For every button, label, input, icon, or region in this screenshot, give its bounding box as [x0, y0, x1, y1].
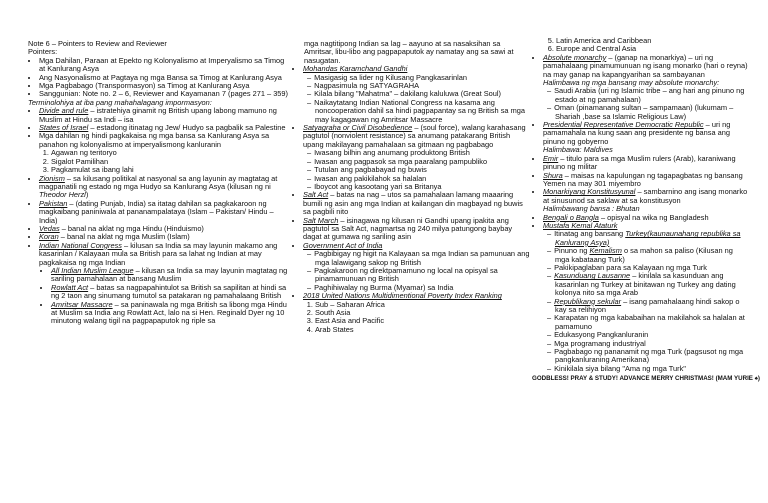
mpi-region: 4. Arab States — [315, 326, 530, 334]
col2-list — [292, 65, 530, 334]
section-item — [303, 217, 530, 242]
section-item — [543, 188, 748, 213]
term-rowlatt-act: Rowlatt Act — [51, 282, 89, 292]
term-salt-act: Salt Act — [303, 190, 329, 200]
term-indian-national-congress: Indian National Congress — [39, 240, 122, 250]
fact-text-after: o sa mahon sa paliso (Kilusan ng mga kabataang Turk) — [555, 246, 733, 264]
section-item — [303, 124, 530, 191]
goi-heading: Government Act of India — [303, 240, 383, 250]
term-definition: – sa kilusang politikal at nasyonal sa ang layunin ay magtatag at magpanatili ng estado ng mga Hudyo sa Kanlurang Asya (kilusan ng ni — [39, 173, 278, 191]
examples-label: Halimbawa ng mga bansang may absolute monarchy: — [543, 78, 720, 88]
congress-sublist — [39, 267, 290, 326]
satyagraha-action: – Tutulan ang pagbabayad ng buwis — [315, 166, 530, 174]
mpi-region: 1. Sub – Saharan Africa — [315, 301, 530, 309]
term-definition: – titulo para sa mga Muslim rulers (Arab), karaniwang pinuno ng militar — [543, 153, 736, 172]
reason-item: 2. Sigalot Pamilihan — [51, 158, 290, 166]
mpi-region: 5. Latin America and Caribbean — [556, 37, 748, 45]
term-definition: – uri ng pamamahala na kung saan ang presidente ng bansa ang pinuno ng gobyerno — [543, 120, 731, 146]
term-definition: Mga dahilan ng hindi pagkakaisa ng mga bansa sa Kanlurang Asya sa panahon ng kolonyalismo at imperyalismong kanluranin — [39, 131, 270, 149]
term-shura: Shura — [543, 170, 563, 180]
mpi-region: 6. Europe and Central Asia — [556, 45, 748, 53]
term-divide-and-rule: Divide and rule — [39, 106, 89, 116]
section-item — [543, 54, 748, 121]
sub-term-item — [51, 267, 290, 284]
section-item — [543, 121, 748, 155]
term-definition: – batas na nag – utos sa pamahalaan lamang maaaring bumili ng asin ang mga Indian at kailangan din magbayad ng buwis sa pagbili nito — [303, 190, 523, 217]
ataturk-fact — [555, 230, 748, 247]
fact-text-after: – isang pamahalaang hindi sakop o kay sa relihiyon — [555, 296, 740, 314]
term-definition: – istratehiya ginamit ng British upang labong mamuno ng Muslim at Hindu sa Indi – isa — [39, 106, 277, 124]
abs-examples-sublist — [543, 87, 748, 121]
ataturk-fact — [555, 298, 748, 315]
gandhi-heading: Mohandas Karamchand Gandhi — [303, 64, 408, 74]
pointer-item: • Mga Dahilan, Paraan at Epekto ng Kolonyalismo at Imperyalismo sa Timog at Kanlurang Asya — [39, 57, 290, 74]
satyagraha-action: – Iwasan ang pagpasok sa mga paaralang pampubliko — [315, 158, 530, 166]
ataturk-heading: Mustafa Kemal Ataturk — [543, 220, 618, 230]
term-definition: – (ganap na monarkiya) – uri ng pamahalaang pinamumunuan ng isang monarko (hari o reyna) na may ganap na kapangyarihan sa sambayanan — [543, 52, 748, 79]
mpi-ranking-list-continued — [532, 37, 748, 54]
example-item: – Saudi Arabia (uri ng Islamic tribe – ang hari ang pinuno ng estado at ng pamahalaan) — [555, 87, 748, 104]
term-definition: – (soul force), walang karahasang pagtutol (nonviolent resistance) sa anumang patakarang British upang makilayang pamahalaan sa gitmaan ng pagbabago — [303, 123, 526, 149]
goi-fact: – Pagkakaroon ng direktpamamuno ng local na opisyal sa pinamamunuan ng British — [315, 267, 530, 284]
term-vedas: Vedas — [39, 223, 60, 233]
reason-item: 3. Pagkamulat sa ibang lahi — [51, 166, 290, 174]
fact-term: Republikang sekular — [554, 296, 622, 306]
term-pakistan: Pakistan — [39, 198, 68, 208]
term-definition: – estadong itinatag ng Jew/ Hudyo sa pagbalik sa Palestine — [88, 123, 286, 133]
term-definition: – banal na aklat ng mga Muslim (Islam) — [58, 232, 190, 242]
term-definition: – sambarnino ang isang monarko at sinusunod sa saklaw at sa konstitusyon — [543, 187, 748, 205]
continued-text: mga nagtitipong Indian sa lag – aayuno at sa nasaksihan sa Amritsar, libu-libo ang pagpapaputok ay namatay ang sa sawi at nasugatan. — [304, 39, 514, 65]
section-item — [303, 65, 530, 124]
term-all-indian-muslim-league: All Indian Muslim League — [51, 265, 134, 275]
term-amritsar-massacre: Amritsar Massacre — [51, 299, 113, 309]
term-item — [39, 132, 290, 174]
term-satyagraha: Satyagraha or Civil Disobedience — [303, 123, 413, 133]
mpi-heading: 2018 United Nations Multidimentional Poverty Index Ranking — [303, 291, 502, 301]
column-3 — [532, 36, 760, 384]
sub-term-item — [51, 301, 290, 326]
ataturk-fact: – Pagbabago ng pananamit ng mga Turk (pagsusot ng mga pangkanluraning Amerikana) — [555, 348, 748, 365]
term-definition: – (dating Punjab, India) sa itatag dahilan sa pagkakaroon ng magkaibang paniniwala at pananampalataya (Islam – Pakistan/ Hindu – India) — [39, 198, 274, 225]
ataturk-fact — [555, 272, 748, 297]
gandhi-sublist — [303, 74, 530, 124]
goi-fact: – Pagbibigay ng higit na Kalayaan sa mga Indian sa pamunuan ang mga lalawigang sakop ng British — [315, 250, 530, 267]
fact-text-after: – kinilala sa kasunduan ang kasarinlan ng Turkey at binitawan ng Turkey ang dating kolonya nito sa mga Arab — [555, 271, 736, 298]
footer-message: GODBLESS! PRAY & STUDY! ADVANCE MERRY CHRISTMAS! (MAM YURIE ♠) — [532, 375, 760, 383]
gandhi-fact: – Naikaytatang Indian National Congress na kasama ang noncooperation dahil sa hindi pagpapantay sa ng British sa mga may kagagawan ng Amritsar Massacre — [315, 99, 530, 124]
satyagraha-action: – Iwasang bilhin ang anumang produktong British — [315, 149, 530, 157]
term-item — [39, 242, 290, 326]
terms-heading: Terminolohiya at iba pang mahahalagang impormasyon: — [28, 97, 212, 107]
pointers-list — [28, 57, 290, 99]
mpi-ranking-list — [303, 301, 530, 335]
gandhi-fact: – Nagpasimula ng SATYAGRAHA — [315, 82, 530, 90]
person-name: Theodor Herzl — [39, 190, 86, 200]
fact-text: Itinatag ang bansang — [554, 229, 626, 239]
term-koran: Koran — [39, 232, 59, 242]
term-definition: – kilusan sa India sa may layunin magtatag ng sariling pamahalaan at bansang Muslim — [51, 265, 288, 284]
pointer-item: • Ang Nasyonalismo at Pagtaya ng mga Bansa sa Timog at Kanlurang Asya — [39, 74, 290, 82]
example-line: Halimbawa: Maldives — [543, 145, 613, 155]
section-item — [303, 191, 530, 216]
terms-list — [28, 107, 290, 326]
section-item — [303, 292, 530, 334]
term-monarkiyang-konstitusyunal: Monarkiyang Konstitusyunal — [543, 187, 636, 197]
section-item — [303, 242, 530, 292]
term-zionism: Zionism — [39, 173, 65, 183]
ataturk-fact: – Pakikipaglaban para sa Kalayaan ng mga Turk — [555, 264, 748, 272]
reason-item: 1. Agawan ng teritoryo — [51, 149, 290, 157]
term-item — [39, 200, 290, 225]
pointer-item: • Mga Pagbabago (Transpormasyon) sa Timog at Kanlurang Asya — [39, 82, 290, 90]
ataturk-sublist — [543, 230, 748, 373]
term-absolute-monarchy: Absolute monarchy — [543, 52, 607, 62]
column-2 — [292, 40, 530, 334]
ataturk-fact: – Edukasyong Pangkanluranin — [555, 331, 748, 339]
satyagraha-sublist — [303, 149, 530, 191]
ataturk-fact: – Kinikilala siya bilang "Ama ng mga Turk" — [555, 365, 748, 373]
term-definition: – maisas na kapulungan ng tagapagbatas ng bansang Yemen na may 301 miyembro — [543, 170, 743, 188]
satyagraha-action: – Iboycot ang kasootang yari sa Britanya — [315, 183, 530, 191]
term-bengali: Bengali o Bangla — [543, 212, 599, 222]
goi-sublist — [303, 250, 530, 292]
gandhi-fact: – Masigasig sa lider ng Kilusang Pangkasarinlan — [315, 74, 530, 82]
note-header: Note 6 – Pointers to Review and Reviewer — [28, 39, 167, 48]
term-definition-end: ) — [85, 190, 89, 200]
ataturk-fact: – Karapatan ng mga kababaihan na makilahok sa halalan at pamamuno — [555, 314, 748, 331]
term-item — [39, 175, 290, 200]
pointers-label: Pointers: — [28, 47, 58, 57]
sub-term-item — [51, 284, 290, 301]
ataturk-fact — [555, 247, 748, 264]
example-item: – Oman (pinamanang sultan – sampamaan) (lukumam – Shariah ,base sa Islamic Religious Law) — [555, 104, 748, 121]
gandhi-fact: – Kilala bilang "Mahatma" – dakilang kaluluwa (Great Soul) — [315, 90, 530, 98]
term-definition: – kilusan sa India sa may layunin makamo ang kasarinlan / Kalayaan mula sa British para sa lahat ng Indian at may pagkakaisa ng mga Indian — [39, 240, 278, 267]
term-definition: – opisyal na wika ng Bangladesh — [598, 212, 709, 222]
fact-text: Pinuno ng — [554, 246, 590, 256]
fact-term: Kemalism — [589, 246, 622, 256]
goi-fact: – Paghihiwalay ng Burma (Myamar) sa India — [315, 284, 530, 292]
mpi-region: 2. South Asia — [315, 309, 530, 317]
section-item — [543, 172, 748, 189]
fact-term: Kasunduang Lausanne — [554, 271, 631, 281]
term-states-of-israel: States of Israel — [39, 123, 89, 133]
section-item — [543, 155, 748, 172]
section-item — [543, 222, 748, 373]
term-definition: – banal na aklat ng mga Hindu (Hinduismo) — [59, 223, 204, 233]
pointer-item: • Sanggunian: Note no. 2 – 6, Reviewer and Kayamanan 7 (pages 271 – 359) — [39, 90, 290, 98]
term-definition: – isinagawa ng kilusan ni Gandhi upang ipakita ang pagtutol sa Salt Act, nagmartsa ng 240 milya patungong baybay dagat at gumawa ng sariling asin — [303, 215, 513, 242]
term-definition: – sa paninawala ng mga British sa libong mga Hindu at Muslim sa India ang Rowlatt Act, lalo na si Hen. Reginald Dyer ng 10 minutong walang tigil na pagpapaputok ng riple sa — [51, 299, 287, 326]
satyagraha-action: – Iwasan ang pakikilahok sa halalan — [315, 175, 530, 183]
column-1 — [28, 40, 290, 326]
fact-term: Turkey(kaunaunahang republika sa Kanlurang Asya) — [555, 229, 741, 247]
term-presidential-republic: Presidential Representative Democratic Republic — [543, 120, 704, 130]
term-item — [39, 107, 290, 124]
term-emir: Emir — [543, 153, 559, 163]
term-definition: – batas sa nagpapahintulot sa British sa sapilitan at hindi sa ng 2 taon ang sinumang tumutol sa patakaran ng pamahalaang British — [51, 282, 287, 301]
term-salt-march: Salt March — [303, 215, 339, 225]
ataturk-fact: – Mga programang industriyal — [555, 340, 748, 348]
mpi-region: 3. East Asia and Pacific — [315, 317, 530, 325]
col3-list — [532, 54, 748, 373]
example-line: Halimbawang bansa : Bhutan — [543, 204, 640, 214]
reasons-sublist — [39, 149, 290, 174]
